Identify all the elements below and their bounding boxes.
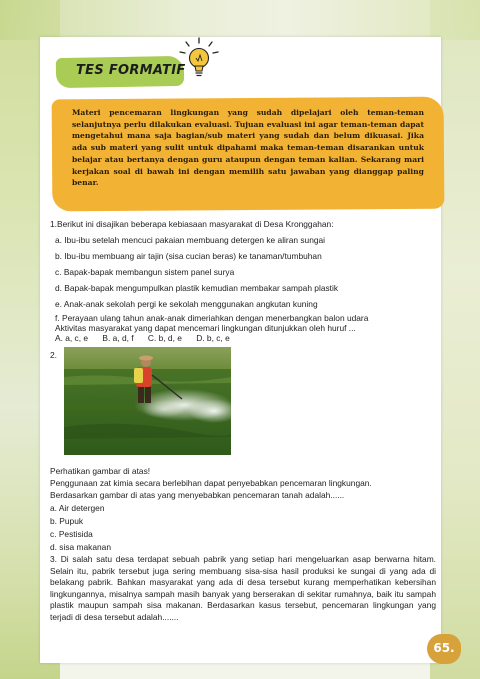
q2-option-b[interactable]: b. Pupuk: [50, 516, 84, 526]
q2-line: Penggunaan zat kimia secara berlebihan dapat penyebabkan pencemaran lingkungan.: [50, 478, 372, 488]
q1-option-c[interactable]: C. b, d, e: [147, 333, 182, 343]
page-title: TES FORMATIF: [76, 63, 186, 78]
q2-option-c[interactable]: c. Pestisida: [50, 529, 93, 539]
farmer-spraying-pesticide-photo: [64, 347, 231, 455]
q2-option-d[interactable]: d. sisa makanan: [50, 542, 111, 552]
q1-item: f. Perayaan ulang tahun anak-anak dimeriahkan dengan menerbangkan balon udara: [55, 313, 369, 323]
q1-question: Aktivitas masyarakat yang dapat mencemari lingkungan ditunjukkan oleh huruf ...: [55, 323, 356, 333]
q1-item: d. Bapak-bapak mengumpulkan plastik kemudian membakar sampah plastik: [55, 283, 339, 293]
intro-paragraph: Materi pencemaran lingkungan yang sudah dipelajari oleh teman-teman selanjutnya perlu dilakukan evaluasi. Tujuan evaluasi ini agar teman-teman dapat mengetahui mana saja bagian/sub materi yang sudah dan belum dikuasai. Jika ada sub materi yang sulit untuk dipahami maka teman-teman disarankan untuk belajar atau bertanya dengan guru ataupun dengan teman kalian. Sekarang mari kerjakan soal di bawah ini dengan memilih satu jawaban yang dianggap paling benar.: [72, 108, 424, 188]
q1-options: [55, 333, 242, 343]
q2-number: 2.: [50, 350, 57, 360]
q1-option-a[interactable]: A. a, c, e: [55, 333, 89, 343]
light-bulb-icon: [176, 36, 222, 82]
q1-option-d[interactable]: D. b, c, e: [196, 333, 230, 343]
q2-line: Berdasarkan gambar di atas yang menyebabkan pencemaran tanah adalah......: [50, 490, 345, 500]
page-number: 65.: [433, 641, 455, 655]
q1-item: e. Anak-anak sekolah pergi ke sekolah menggunakan angkutan kuning: [55, 299, 318, 309]
q2-option-a[interactable]: a. Air detergen: [50, 503, 105, 513]
q1-item: c. Bapak-bapak membangun sistem panel surya: [55, 267, 235, 277]
q1-option-b[interactable]: B. a, d, f: [102, 333, 134, 343]
q1-item: a. Ibu-ibu setelah mencuci pakaian membuang detergen ke aliran sungai: [55, 235, 326, 245]
q1-item: b. Ibu-ibu membuang air tajin (sisa cucian beras) ke tanaman/tumbuhan: [55, 251, 322, 261]
q2-line: Perhatikan gambar di atas!: [50, 466, 151, 476]
q3-paragraph: 3. Di salah satu desa terdapat sebuah pabrik yang setiap hari mengeluarkan asap berwarna hitam. Selain itu, pabrik tersebut juga sering membuang sisa-sisa hasil produksi ke sungai di yang ada di belakang pabrik. Bahkan masyarakat yang ada di desa tersebut kurang memperhatikan kebersihan lingkungannya, misalnya sampah masih banyak yang berserakan di sekitar rumahnya, baik itu sampah plastik maupun sampah sisa makanan. Berdasarkan kasus tersebut, pencemaran lingkungan yang terjadi di desa tersebut adalah.......: [50, 554, 436, 622]
q1-stem: 1.Berikut ini disajikan beberapa kebiasaan masyarakat di Desa Kronggahan:: [50, 219, 334, 229]
background-wash-top: [0, 0, 480, 40]
